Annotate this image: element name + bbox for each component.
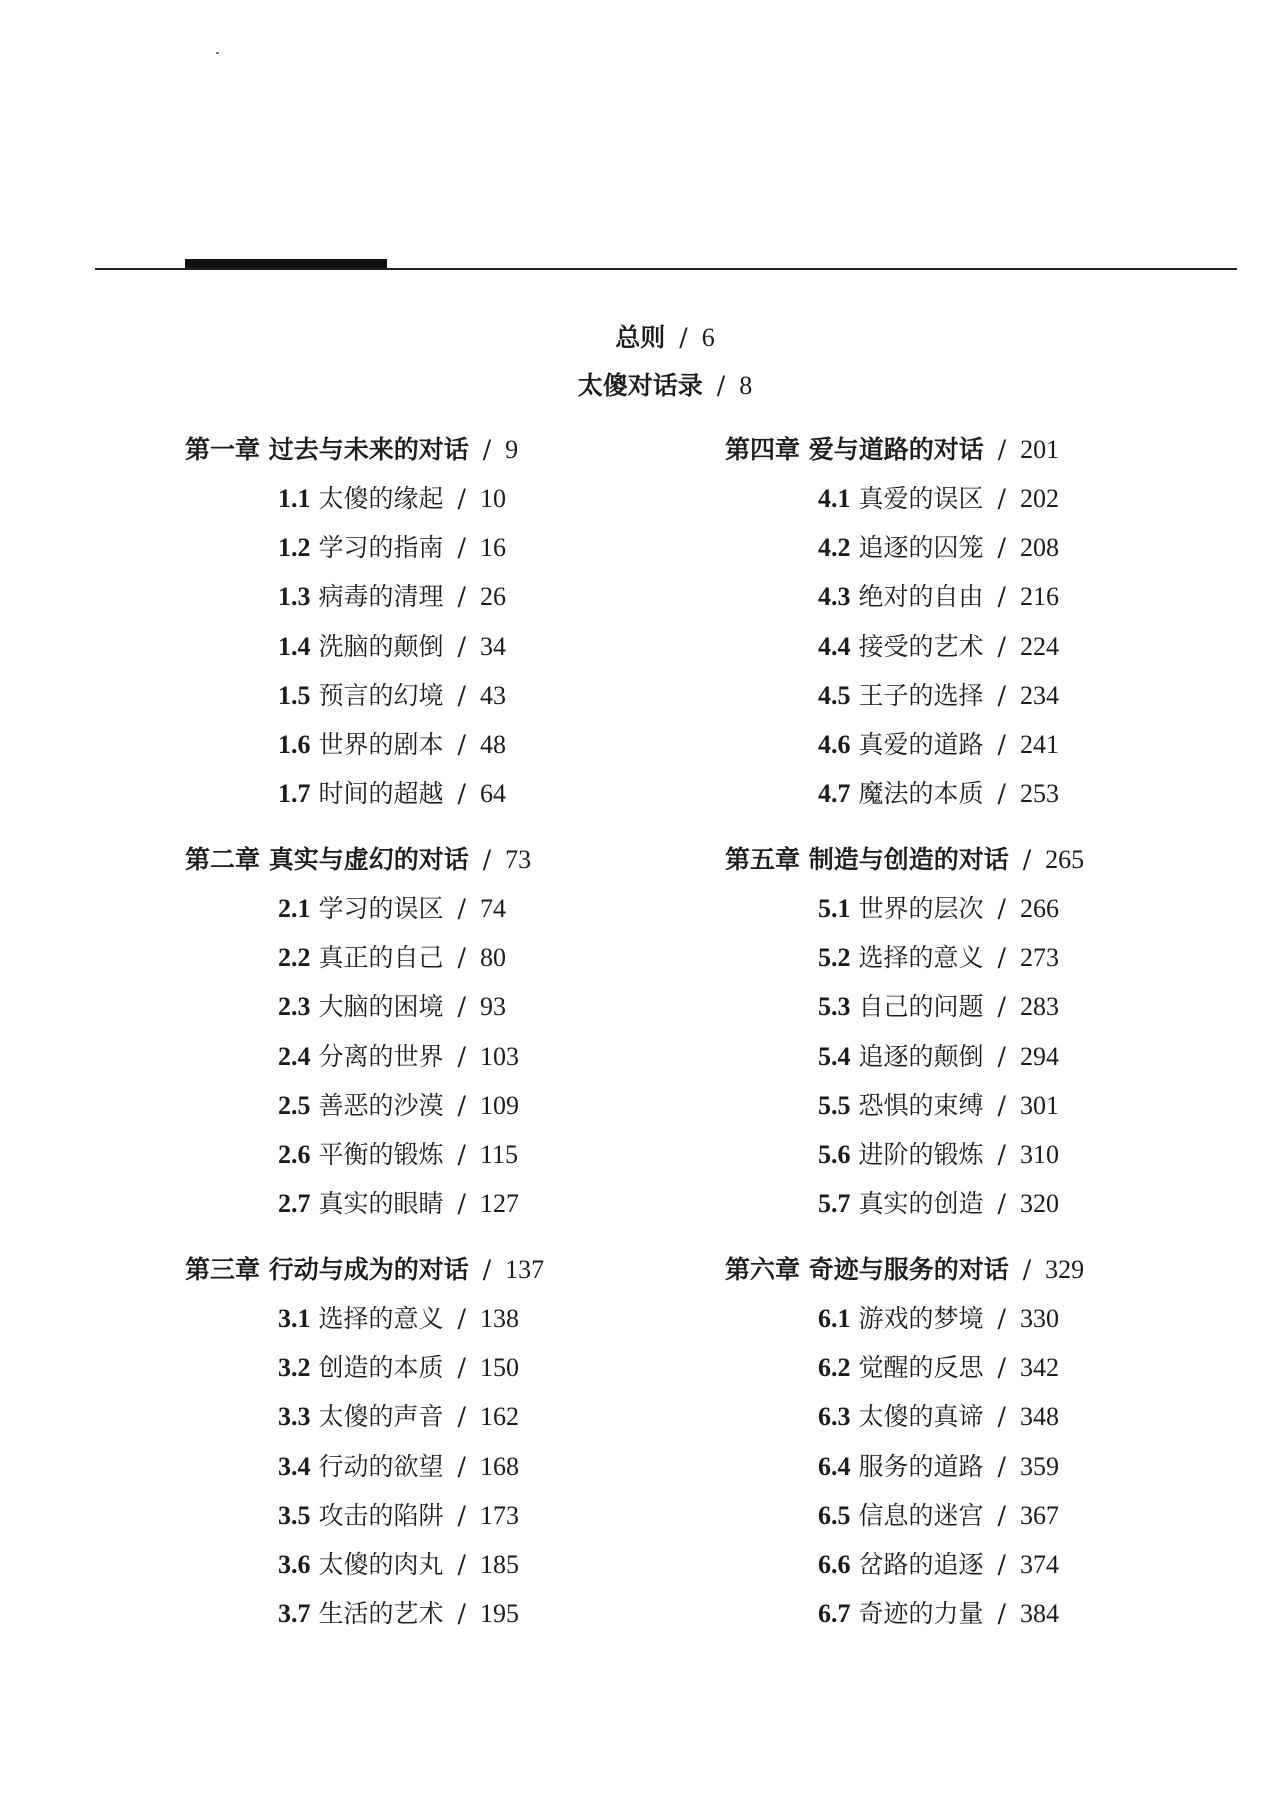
separator: /	[997, 729, 1006, 759]
page-number: 64	[479, 779, 506, 809]
separator: /	[457, 1353, 466, 1383]
section-entry[interactable]	[185, 481, 705, 530]
section-entry[interactable]	[725, 1399, 1245, 1448]
section-number: 2.1	[278, 894, 311, 923]
separator: /	[997, 1041, 1006, 1071]
page-number: 137	[505, 1255, 545, 1284]
separator: /	[997, 582, 1006, 612]
section-number: 6.5	[818, 1500, 851, 1530]
section-entry[interactable]	[185, 1350, 705, 1399]
section-entry[interactable]	[725, 530, 1245, 579]
section-title: 真实的创造	[858, 1189, 984, 1219]
section-entry[interactable]	[725, 1301, 1245, 1350]
section-title: 时间的超越	[318, 779, 444, 809]
section-number: 4.2	[818, 533, 851, 563]
separator: /	[997, 1451, 1006, 1481]
separator: /	[997, 1353, 1006, 1383]
separator: /	[457, 1451, 466, 1481]
section-number: 3.5	[278, 1500, 311, 1530]
chapter-block	[725, 1252, 1245, 1662]
page-number: 8	[739, 371, 753, 400]
separator: /	[997, 435, 1007, 464]
section-entry[interactable]	[725, 989, 1245, 1038]
section-entry[interactable]	[725, 678, 1245, 727]
separator: /	[997, 484, 1006, 513]
chapter-block	[185, 1252, 705, 1662]
section-entry[interactable]	[185, 629, 705, 678]
section-number: 1.5	[278, 680, 311, 710]
section-number: 5.5	[818, 1090, 851, 1120]
page-number: 80	[479, 943, 506, 973]
section-title: 真爱的道路	[858, 729, 984, 759]
page-number: 74	[479, 894, 506, 923]
separator: /	[997, 992, 1006, 1022]
section-number: 5.4	[818, 1041, 851, 1071]
section-entry[interactable]	[185, 678, 705, 727]
section-entry[interactable]	[185, 891, 705, 940]
page-number: 283	[1019, 992, 1059, 1022]
separator: /	[457, 992, 466, 1022]
page-number: 168	[479, 1451, 519, 1481]
section-entry[interactable]	[725, 1498, 1245, 1547]
chapter-name: 第二章 真实与虚幻的对话	[185, 845, 469, 874]
section-title: 选择的意义	[858, 943, 984, 973]
section-title: 服务的道路	[858, 1451, 984, 1481]
chapter-name: 第一章 过去与未来的对话	[185, 435, 469, 464]
section-number: 3.1	[278, 1304, 311, 1333]
section-number: 1.3	[278, 582, 311, 612]
page-number: 294	[1019, 1041, 1059, 1071]
section-number: 5.1	[818, 894, 851, 923]
separator: /	[1022, 1255, 1032, 1284]
section-title: 病毒的清理	[318, 582, 444, 612]
section-number: 4.7	[818, 779, 851, 809]
separator: /	[997, 1500, 1006, 1530]
section-title: 平衡的锻炼	[318, 1139, 444, 1169]
page-number: 224	[1019, 631, 1059, 661]
section-entry[interactable]	[725, 940, 1245, 989]
separator: /	[457, 1041, 466, 1071]
separator: /	[997, 1304, 1006, 1333]
page-number: 150	[479, 1353, 519, 1383]
page-number: 359	[1019, 1451, 1059, 1481]
separator: /	[457, 680, 466, 710]
separator: /	[457, 1304, 466, 1333]
section-title: 善恶的沙漠	[318, 1090, 444, 1120]
page-number: 310	[1019, 1139, 1059, 1169]
section-number: 6.2	[818, 1353, 851, 1383]
separator: /	[997, 779, 1006, 809]
section-entry[interactable]	[185, 989, 705, 1038]
chapter-title[interactable]	[725, 432, 1245, 481]
separator: /	[716, 371, 726, 400]
section-entry[interactable]	[185, 1596, 705, 1645]
section-title: 太傻的肉丸	[318, 1549, 444, 1579]
page-number: 185	[479, 1549, 519, 1579]
section-entry[interactable]	[185, 579, 705, 628]
separator: /	[457, 484, 466, 513]
section-title: 自己的问题	[858, 992, 984, 1022]
separator: /	[457, 1500, 466, 1530]
section-entry[interactable]	[185, 530, 705, 579]
section-title: 创造的本质	[318, 1353, 444, 1383]
section-number: 2.2	[278, 943, 311, 973]
chapter-title[interactable]	[185, 1252, 705, 1301]
section-number: 2.7	[278, 1189, 311, 1219]
section-entry[interactable]	[185, 1088, 705, 1137]
section-entry[interactable]	[725, 1350, 1245, 1399]
section-number: 5.6	[818, 1139, 851, 1169]
separator: /	[457, 533, 466, 563]
entry-title: 总则	[615, 323, 666, 352]
separator: /	[997, 1402, 1006, 1432]
toc-column-left	[185, 432, 705, 1662]
section-number: 5.2	[818, 943, 851, 973]
separator: /	[457, 1090, 466, 1120]
section-entry[interactable]	[725, 727, 1245, 776]
separator: /	[457, 1189, 466, 1219]
page-number: 34	[479, 631, 506, 661]
section-entry[interactable]	[185, 776, 705, 825]
section-title: 追逐的囚笼	[858, 533, 984, 563]
page-number: 26	[479, 582, 506, 612]
separator: /	[997, 533, 1006, 563]
separator: /	[482, 1255, 492, 1284]
section-title: 魔法的本质	[858, 779, 984, 809]
chapter-name: 第六章 奇迹与服务的对话	[725, 1255, 1009, 1284]
chapter-title[interactable]	[185, 842, 705, 891]
chapter-name: 第四章 爱与道路的对话	[725, 435, 984, 464]
page-number: 384	[1019, 1599, 1059, 1629]
section-title: 太傻的声音	[318, 1402, 444, 1432]
section-number: 6.1	[818, 1304, 851, 1333]
section-title: 信息的迷宫	[858, 1500, 984, 1530]
section-title: 世界的剧本	[318, 729, 444, 759]
section-number: 3.4	[278, 1451, 311, 1481]
section-number: 4.6	[818, 729, 851, 759]
chapter-title[interactable]	[725, 1252, 1245, 1301]
section-number: 1.2	[278, 533, 311, 563]
section-title: 分离的世界	[318, 1041, 444, 1071]
chapter-block	[725, 842, 1245, 1252]
separator: /	[997, 1189, 1006, 1219]
section-number: 4.1	[818, 484, 851, 513]
section-title: 大脑的困境	[318, 992, 444, 1022]
section-title: 太傻的缘起	[318, 484, 444, 513]
separator: /	[997, 1599, 1006, 1629]
section-title: 学习的指南	[318, 533, 444, 563]
page-number: 73	[505, 845, 532, 874]
section-title: 绝对的自由	[858, 582, 984, 612]
separator: /	[482, 435, 492, 464]
separator: /	[457, 1599, 466, 1629]
section-title: 预言的幻境	[318, 680, 444, 710]
section-entry[interactable]	[725, 481, 1245, 530]
section-title: 觉醒的反思	[858, 1353, 984, 1383]
section-title: 太傻的真谛	[858, 1402, 984, 1432]
page-number: 109	[479, 1090, 519, 1120]
page-number: 195	[479, 1599, 519, 1629]
section-number: 5.3	[818, 992, 851, 1022]
section-number: 2.3	[278, 992, 311, 1022]
section-number: 1.6	[278, 729, 311, 759]
section-number: 1.7	[278, 779, 311, 809]
toc-column-right	[725, 432, 1245, 1662]
page-number: 216	[1019, 582, 1059, 612]
section-entry[interactable]	[185, 1449, 705, 1498]
section-title: 真爱的误区	[858, 484, 984, 513]
section-number: 6.3	[818, 1402, 851, 1432]
section-entry[interactable]	[185, 1498, 705, 1547]
page-number: 301	[1019, 1090, 1059, 1120]
page-number: 93	[479, 992, 506, 1022]
page-number: 127	[479, 1189, 519, 1219]
separator: /	[679, 323, 688, 352]
chapter-name: 第五章 制造与创造的对话	[725, 845, 1009, 874]
section-entry[interactable]	[185, 940, 705, 989]
separator: /	[997, 680, 1006, 710]
page-number: 103	[479, 1041, 519, 1071]
page-number: 10	[479, 484, 506, 513]
section-title: 洗脑的颠倒	[318, 631, 444, 661]
section-title: 进阶的锻炼	[858, 1139, 984, 1169]
section-entry[interactable]	[725, 1186, 1245, 1235]
section-number: 3.6	[278, 1549, 311, 1579]
section-entry[interactable]	[725, 1596, 1245, 1645]
page-number: 48	[479, 729, 506, 759]
page-number: 348	[1019, 1402, 1059, 1432]
page-number: 253	[1019, 779, 1059, 809]
section-entry[interactable]	[185, 1547, 705, 1596]
section-number: 2.6	[278, 1139, 311, 1169]
page-number: 273	[1019, 943, 1059, 973]
page-number: 374	[1019, 1549, 1059, 1579]
section-number: 2.5	[278, 1090, 311, 1120]
section-entry[interactable]	[725, 1088, 1245, 1137]
section-entry[interactable]	[725, 1137, 1245, 1186]
page-number: 202	[1019, 484, 1059, 513]
separator: /	[457, 1402, 466, 1432]
separator: /	[997, 894, 1006, 923]
section-entry[interactable]	[725, 776, 1245, 825]
page-number: 329	[1045, 1255, 1085, 1284]
page-number: 342	[1019, 1353, 1059, 1383]
section-entry[interactable]	[185, 727, 705, 776]
section-title: 接受的艺术	[858, 631, 984, 661]
page-number: 201	[1020, 435, 1060, 464]
chapter-name: 第三章 行动与成为的对话	[185, 1255, 469, 1284]
separator: /	[997, 943, 1006, 973]
section-entry[interactable]	[185, 1137, 705, 1186]
separator: /	[997, 1139, 1006, 1169]
section-number: 1.4	[278, 631, 311, 661]
section-entry[interactable]	[725, 1039, 1245, 1088]
separator: /	[1022, 845, 1032, 874]
separator: /	[457, 729, 466, 759]
separator: /	[457, 894, 466, 923]
section-entry[interactable]	[725, 1449, 1245, 1498]
section-title: 岔路的追逐	[858, 1549, 984, 1579]
section-title: 真正的自己	[318, 943, 444, 973]
section-title: 恐惧的束缚	[858, 1090, 984, 1120]
section-number: 4.3	[818, 582, 851, 612]
page-number: 43	[479, 680, 506, 710]
page-number: 6	[701, 323, 715, 352]
section-number: 3.3	[278, 1402, 311, 1432]
section-number: 4.5	[818, 680, 851, 710]
page-number: 208	[1019, 533, 1059, 563]
section-title: 生活的艺术	[318, 1599, 444, 1629]
section-title: 选择的意义	[318, 1304, 444, 1333]
section-entry[interactable]	[185, 1399, 705, 1448]
page-number: 173	[479, 1500, 519, 1530]
separator: /	[997, 1090, 1006, 1120]
page-number: 330	[1019, 1304, 1059, 1333]
section-entry[interactable]	[725, 629, 1245, 678]
chapter-block	[185, 842, 705, 1252]
page-number: 320	[1019, 1189, 1059, 1219]
page-number: 115	[479, 1139, 518, 1169]
entry-title: 太傻对话录	[577, 371, 703, 400]
chapter-title[interactable]	[185, 432, 705, 481]
separator: /	[482, 845, 492, 874]
section-number: 6.7	[818, 1599, 851, 1629]
separator: /	[997, 1549, 1006, 1579]
chapter-block	[725, 432, 1245, 842]
separator: /	[457, 582, 466, 612]
section-entry[interactable]	[725, 891, 1245, 940]
separator: /	[457, 631, 466, 661]
section-number: 5.7	[818, 1189, 851, 1219]
section-number: 4.4	[818, 631, 851, 661]
chapter-title[interactable]	[725, 842, 1245, 891]
header-rule-thin	[95, 268, 1237, 270]
stray-ink-dot	[216, 52, 219, 54]
separator: /	[997, 631, 1006, 661]
chapter-block	[185, 432, 705, 842]
section-number: 2.4	[278, 1041, 311, 1071]
page-number: 138	[479, 1304, 519, 1333]
section-number: 6.4	[818, 1451, 851, 1481]
section-title: 行动的欲望	[318, 1451, 444, 1481]
section-title: 游戏的梦境	[858, 1304, 984, 1333]
page-number: 367	[1019, 1500, 1059, 1530]
section-entry[interactable]	[185, 1301, 705, 1350]
section-title: 世界的层次	[858, 894, 984, 923]
section-title: 奇迹的力量	[858, 1599, 984, 1629]
section-entry[interactable]	[725, 579, 1245, 628]
page-number: 241	[1019, 729, 1059, 759]
section-title: 攻击的陷阱	[318, 1500, 444, 1530]
section-title: 学习的误区	[318, 894, 444, 923]
page-number: 266	[1019, 894, 1059, 923]
section-number: 1.1	[278, 484, 311, 513]
section-entry[interactable]	[185, 1186, 705, 1235]
section-title: 王子的选择	[858, 680, 984, 710]
section-entry[interactable]	[725, 1547, 1245, 1596]
page-number: 234	[1019, 680, 1059, 710]
toc-entry-dialogue-record[interactable]	[0, 370, 1272, 402]
separator: /	[457, 943, 466, 973]
toc-entry-general[interactable]	[0, 322, 1272, 354]
page-number: 9	[505, 435, 519, 464]
separator: /	[457, 1139, 466, 1169]
section-number: 6.6	[818, 1549, 851, 1579]
page-number: 265	[1045, 845, 1085, 874]
separator: /	[457, 1549, 466, 1579]
page-number: 162	[479, 1402, 519, 1432]
section-title: 追逐的颠倒	[858, 1041, 984, 1071]
separator: /	[457, 779, 466, 809]
section-number: 3.7	[278, 1599, 311, 1629]
section-number: 3.2	[278, 1353, 311, 1383]
section-entry[interactable]	[185, 1039, 705, 1088]
section-title: 真实的眼睛	[318, 1189, 444, 1219]
page-number: 16	[479, 533, 506, 563]
